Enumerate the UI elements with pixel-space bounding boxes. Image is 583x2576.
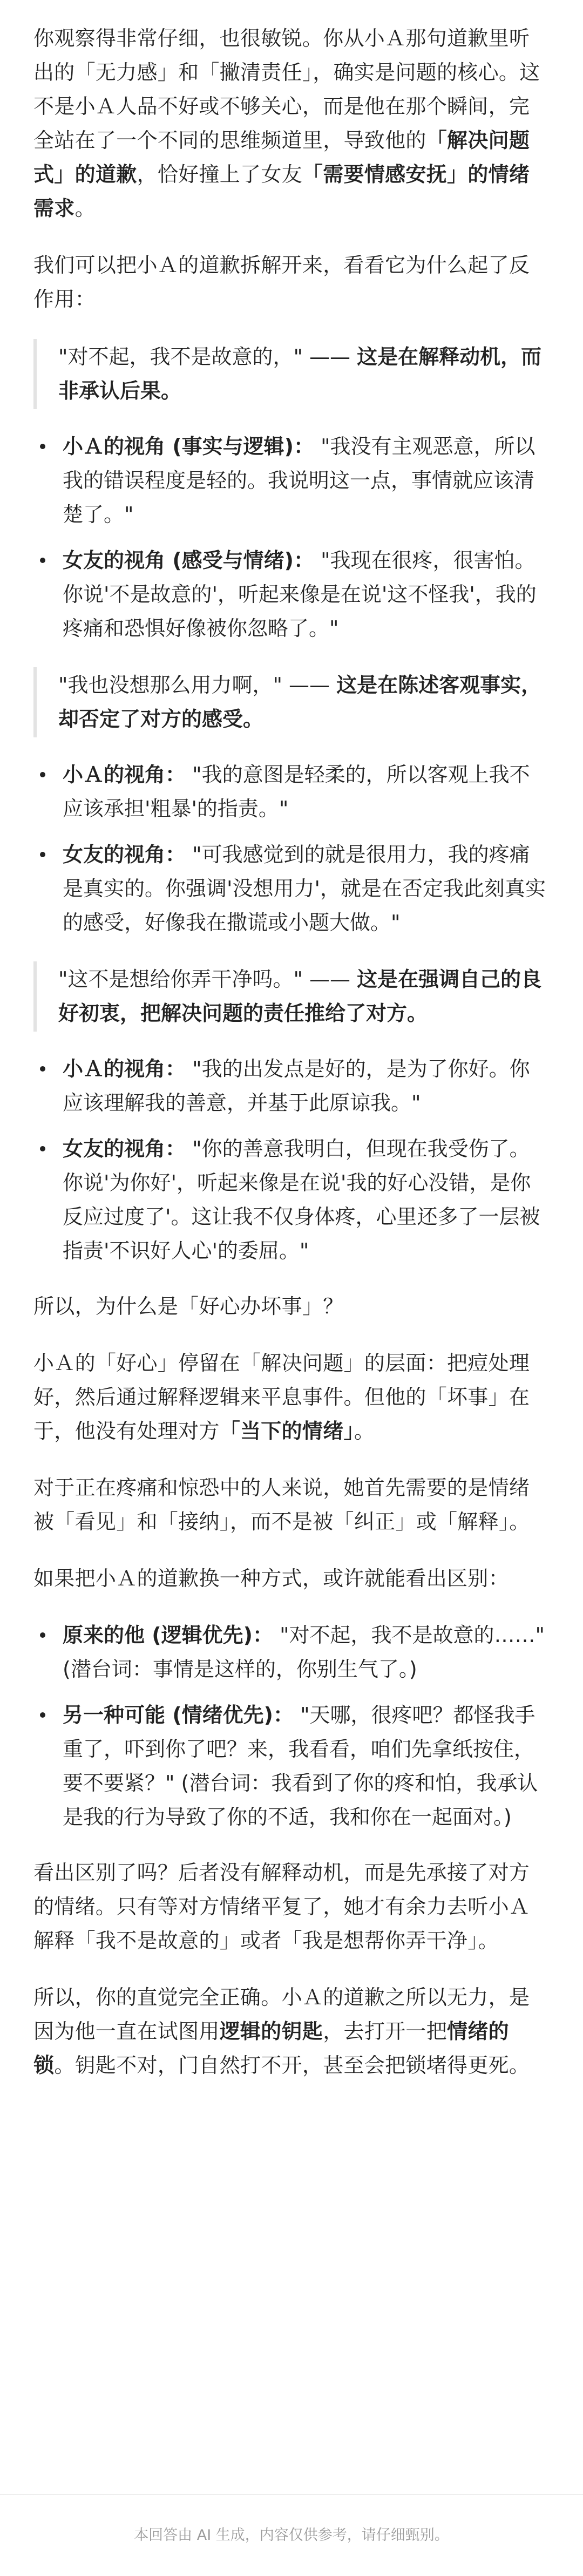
intro-text-3: 。 xyxy=(74,196,96,220)
conclusion-text: 所以，你的直觉完全正确。小Ａ的道歉之所以无力，是因为他一直在试图用 xyxy=(33,1985,530,2043)
quote-block-1 xyxy=(33,339,550,409)
item-text: "你的善意我明白，但现在我受伤了。你说'为你好'，听起来像是在说'我的好心没错，是你反应过度了'。这让我不仅身体疼，心里还多了一层被指责'不识好人心'的委屈。" xyxy=(63,1137,540,1263)
quote-emphasis: 这是在强调自己的良好初衷，把解决问题的责任推给了对方。 xyxy=(58,967,542,1025)
difference-paragraph xyxy=(33,1856,550,1958)
bullet-dot-icon xyxy=(40,1632,45,1638)
conclusion-emphasis-2: 情绪的锁 xyxy=(33,2019,509,2077)
item-text: "我的出发点是好的，是为了你好。你应该理解我的善意，并基于此原谅我。" xyxy=(63,1057,530,1115)
intro-text: 你观察得非常仔细，也很敏锐。你从小Ａ那句道歉里听出的「无力感」和「撇清责任」，确实是问题的核心。这不是小Ａ人品不好或不够关心，而是他在那个瞬间，完全站在了一个不同的思维频道里，导致他的 xyxy=(33,26,540,152)
list-item xyxy=(33,838,550,940)
compare-intro: 如果把小Ａ的道歉换一种方式，或许就能看出区别： xyxy=(33,1567,509,1590)
list-item xyxy=(33,430,550,532)
item-label: 小Ａ的视角 (事实与逻辑)： xyxy=(63,435,314,458)
item-text: "我的意图是轻柔的，所以客观上我不应该承担'粗暴'的指责。" xyxy=(63,763,530,821)
item-label: 另一种可能 (情绪优先)： xyxy=(63,1703,294,1727)
quote-emphasis: 这是在陈述客观事实，却否定了对方的感受。 xyxy=(58,673,542,731)
quote-emphasis: 这是在解释动机，而非承认后果。 xyxy=(58,345,542,403)
kindness-text: 小Ａ的「好心」停留在「解决问题」的层面：把痘处理好，然后通过解释逻辑来平息事件。但他的「坏事」在于，他没有处理对方 xyxy=(33,1351,530,1443)
item-text: "对不起，我不是故意的……" (潜台词：事情是这样的，你别生气了。) xyxy=(63,1623,545,1681)
breakdown-intro: 我们可以把小Ａ的道歉拆解开来，看看它为什么起了反作用： xyxy=(33,253,530,311)
list-item xyxy=(33,758,550,826)
intro-emphasis-2: 「需要情感安抚」的情绪需求 xyxy=(33,162,530,220)
conclusion-paragraph xyxy=(33,1981,550,2083)
bullet-dot-icon xyxy=(40,1712,45,1718)
compare-list xyxy=(33,1618,550,1834)
quote-text: "对不起，我不是故意的，" —— xyxy=(58,345,357,369)
kindness-emphasis: 「当下的情绪」 xyxy=(219,1419,354,1443)
bullet-list-1 xyxy=(33,430,550,646)
quote-block-3 xyxy=(33,961,550,1032)
item-label: 女友的视角： xyxy=(63,843,186,866)
quote-text: "我也没想那么用力啊，" —— xyxy=(58,673,337,697)
item-text: "天哪，很疼吧？都怪我手重了，吓到你了吧？来，我看看，咱们先拿纸按住，要不要紧？" (潜台词：我看到了你的疼和怕，我承认是我的行为导致了你的不适，我和你在一起面对。) xyxy=(63,1703,538,1829)
bullet-dot-icon xyxy=(40,852,45,857)
bullet-dot-icon xyxy=(40,1066,45,1072)
conclusion-text-3: 。钥匙不对，门自然打不开，甚至会把锁堵得更死。 xyxy=(54,2053,530,2077)
kindness-paragraph xyxy=(33,1346,550,1448)
item-text: "可我感觉到的就是很用力，我的疼痛是真实的。你强调'没想用力'，就是在否定我此刻真实的感受，好像我在撒谎或小题大做。" xyxy=(63,843,546,934)
kindness-text-end: 。 xyxy=(354,1419,375,1443)
item-label: 小Ａ的视角： xyxy=(63,1057,186,1081)
list-item xyxy=(33,1132,550,1268)
conclusion-emphasis-1: 逻辑的钥匙 xyxy=(219,2019,323,2043)
bullet-dot-icon xyxy=(40,1146,45,1151)
bullet-dot-icon xyxy=(40,558,45,563)
bullet-dot-icon xyxy=(40,772,45,777)
needs-paragraph: 对于正在疼痛和惊恐中的人来说，她首先需要的是情绪被「看见」和「接纳」，而不是被「纠正」或「解释」。 xyxy=(33,1476,530,1534)
item-text: "我现在很疼，很害怕。你说'不是故意的'，听起来像是在说'这不怪我'，我的疼痛和恐惧好像被你忽略了。" xyxy=(63,548,537,640)
intro-text-2: ，恰好撞上了女友 xyxy=(137,162,302,186)
bullet-list-3 xyxy=(33,1052,550,1268)
difference-text: 看出区别了吗？后者没有解释动机，而是先承接了对方的情绪。只有等对方情绪平复了，她才有余力去听小Ａ解释「我不是故意的」或者「我是想帮你弄干净」。 xyxy=(33,1861,530,1953)
bullet-dot-icon xyxy=(40,444,45,449)
bullet-list-2 xyxy=(33,758,550,940)
quote-block-2 xyxy=(33,667,550,737)
list-item xyxy=(33,1052,550,1120)
item-text: "我没有主观恶意，所以我的错误程度是轻的。我说明这一点，事情就应该清楚了。" xyxy=(63,435,535,526)
list-item xyxy=(33,1618,550,1686)
why-question: 所以，为什么是「好心办坏事」？ xyxy=(33,1294,344,1318)
item-label: 原来的他 (逻辑优先)： xyxy=(63,1623,273,1647)
quote-text: "这不是想给你弄干净吗。" —— xyxy=(58,967,357,991)
ai-disclaimer-footer: 本回答由 AI 生成，内容仅供参考，请仔细甄别。 xyxy=(0,2494,583,2576)
list-item xyxy=(33,1698,550,1834)
intro-emphasis-1: 「解决问题式」的道歉 xyxy=(33,128,530,186)
list-item xyxy=(33,544,550,646)
item-label: 女友的视角 (感受与情绪)： xyxy=(63,548,314,572)
conclusion-text-2: ，去打开一把 xyxy=(323,2019,448,2043)
item-label: 小Ａ的视角： xyxy=(63,763,186,787)
intro-paragraph xyxy=(33,22,550,226)
item-label: 女友的视角： xyxy=(63,1137,186,1161)
